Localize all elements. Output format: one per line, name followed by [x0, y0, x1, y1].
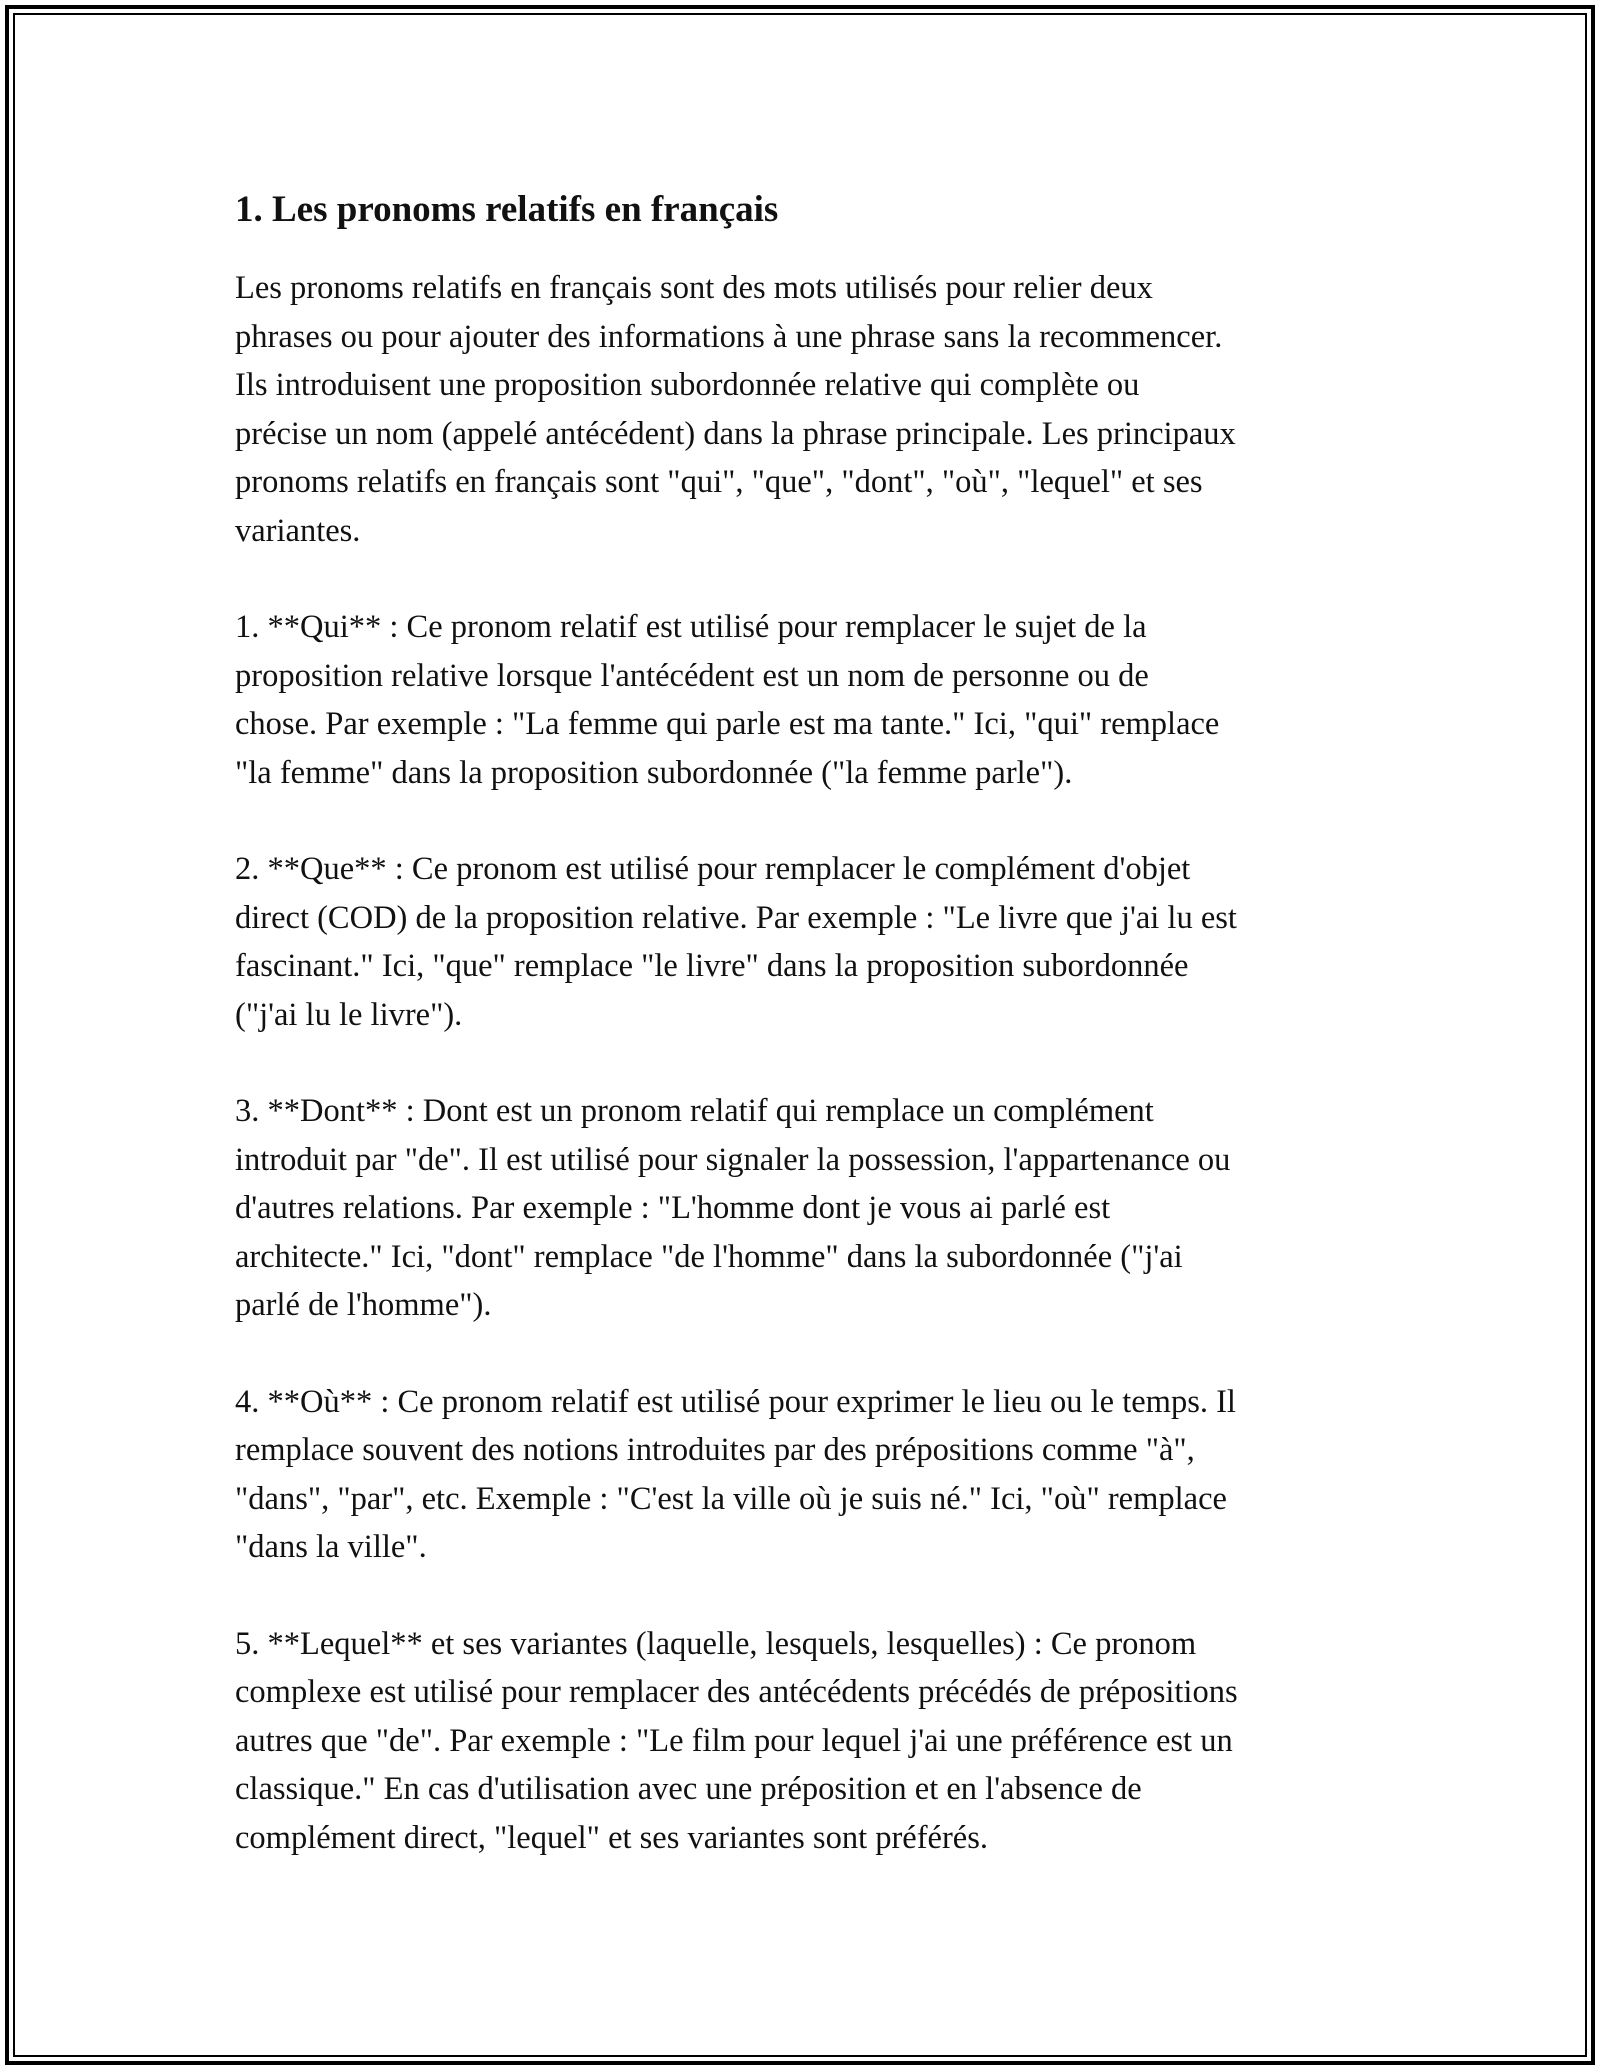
paragraph-qui: 1. **Qui** : Ce pronom relatif est utilisé pour remplacer le sujet de la proposition relative lorsque l'antécédent est un nom de personne ou de chose. Par exemple : "La femme qui parle est ma tante." Ici, "qui" remplace "la femme" dans la proposition subordonnée ("la femme parle").	[235, 609, 1220, 791]
paragraph-lequel: 5. **Lequel** et ses variantes (laquelle, lesquels, lesquelles) : Ce pronom complexe est utilisé pour remplacer des antécédents précédés de prépositions autres que "de". Par exemple : "Le film pour lequel j'ai une préférence est un classique." En cas d'utilisation avec une préposition et en l'absence de complément direct, "lequel" et ses variantes sont préférés.	[235, 1625, 1238, 1856]
document-body	[235, 186, 1385, 1910]
paragraph-que: 2. **Que** : Ce pronom est utilisé pour remplacer le complément d'objet direct (COD) de la proposition relative. Par exemple : "Le livre que j'ai lu est fascinant." Ici, "que" remplace "le livre" dans la proposition subordonnée ("j'ai lu le livre").	[235, 851, 1237, 1033]
document-title: 1. Les pronoms relatifs en français	[235, 189, 779, 230]
paragraph-ou: 4. **Où** : Ce pronom relatif est utilisé pour exprimer le lieu ou le temps. Il remplace souvent des notions introduites par des prépositions comme "à", "dans", "par", etc. Exemple : "C'est la ville où je suis né." Ici, "où" remplace "dans la ville".	[235, 1383, 1236, 1565]
intro-paragraph: Les pronoms relatifs en français sont des mots utilisés pour relier deux phrases ou pour ajouter des informations à une phrase sans la recommencer. Ils introduisent une proposition subordonnée relative qui complète ou précise un nom (appelé antécédent) dans la phrase principale. Les principaux pronoms relatifs en français sont "qui", "que", "dont", "où", "lequel" et ses variantes.	[235, 270, 1236, 549]
paragraph-dont: 3. **Dont** : Dont est un pronom relatif qui remplace un complément introduit par "de". Il est utilisé pour signaler la possession, l'appartenance ou d'autres relations. Par exemple : "L'homme dont je vous ai parlé est architecte." Ici, "dont" remplace "de l'homme" dans la subordonnée ("j'ai parlé de l'homme").	[235, 1093, 1231, 1323]
